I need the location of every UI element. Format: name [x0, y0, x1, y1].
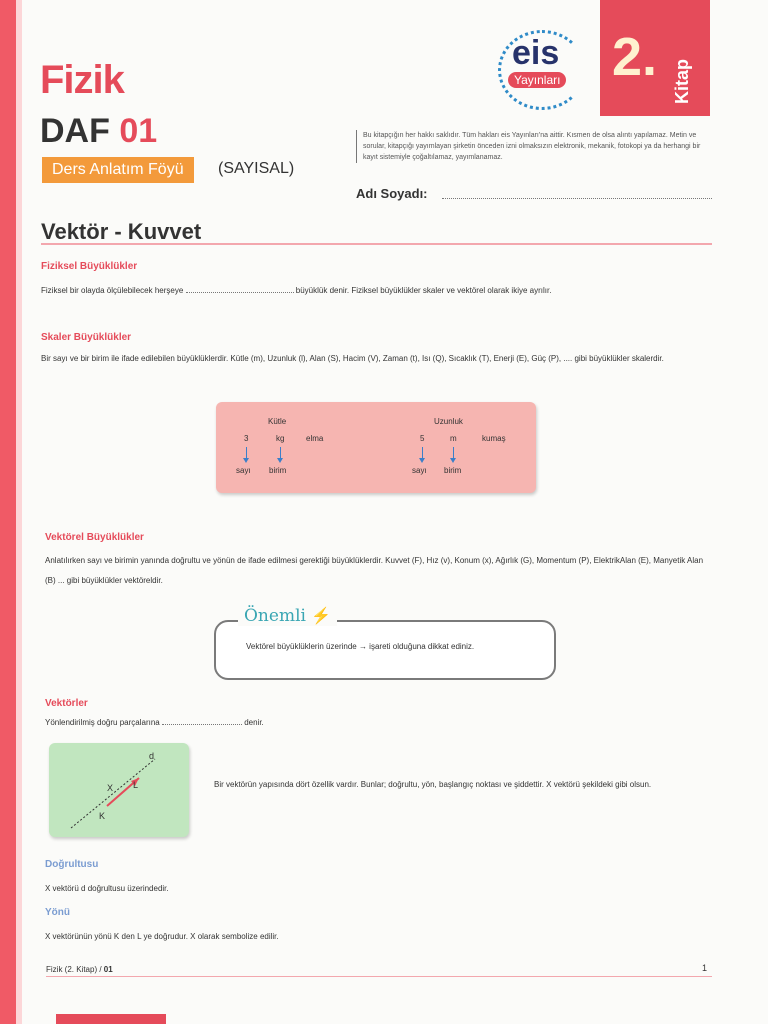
vector-diagram-box: [49, 743, 189, 837]
name-label: Adı Soyadı:: [356, 186, 428, 201]
section-vektorler-title: Vektörler: [45, 698, 88, 709]
daf-title: [40, 112, 157, 151]
track-label: (SAYISAL): [218, 160, 295, 177]
fill-blank: [186, 292, 294, 293]
footer-label-b: 01: [103, 965, 113, 974]
bottom-accent-strip: [56, 1014, 166, 1024]
copyright-notice: Bu kitapçığın her hakkı saklıdır. Tüm hakları eis Yayınları'na aittir. Kısmen de olsa alıntı yapılamaz. Metin ve sorular, kitapçığı yayımlayan şirketin önceden izni olmaksızın elektronik, mekanik, fotokopi ya da herhangi bir kayıt sistemiyle çoğaltılamaz, yayımlanamaz.: [356, 130, 717, 163]
fiziksel-text-a: Fiziksel bir olayda ölçülebilecek herşeye: [41, 286, 184, 295]
footer-label: [46, 965, 113, 974]
section-skaler-title: Skaler Büyüklükler: [41, 332, 132, 343]
publisher-logo: eis: [512, 34, 560, 72]
scalar-example-box: [216, 402, 536, 493]
important-text: Vektörel büyüklüklerin üzerinde → işareti olduğuna dikkat ediniz.: [246, 642, 475, 651]
lightning-icon: ⚡: [311, 606, 332, 625]
arrow-down-icon: [453, 447, 454, 461]
section-fiziksel-text: [41, 282, 711, 299]
section-skaler-text: Bir sayı ve bir birim ile ifade edilebilen büyüklüklerdir. Kütle (m), Uzunluk (l), Alan (S), Hacim (V), Zaman (t), Isı (Q), Sıcaklık (T), Enerji (E), Güç (P), .... gibi büyüklükler skalerdir.: [41, 354, 664, 363]
uzunluk-label: Uzunluk: [434, 417, 463, 426]
uzunluk-unit: m: [450, 434, 457, 443]
diagram-text: Bir vektörün yapısında dört özellik vardır. Bunlar; doğrultu, yön, başlangıç noktası ve şiddettir. X vektörü şekildeki gibi olsun.: [214, 780, 652, 789]
sayi-label: sayı: [412, 466, 427, 475]
sayi-label: sayı: [236, 466, 251, 475]
section-vektorel-title: Vektörel Büyüklükler: [45, 532, 144, 543]
fiziksel-text-b: büyüklük denir. Fiziksel büyüklükler skaler ve vektörel olarak ikiye ayrılır.: [295, 286, 552, 295]
kutle-label: Kütle: [268, 417, 287, 426]
kutle-object: elma: [306, 434, 324, 443]
section-fiziksel-title: Fiziksel Büyüklükler: [41, 261, 138, 272]
arrow-down-icon: [422, 447, 423, 461]
vektorler-text-a: Yönlendirilmiş doğru parçalarına: [45, 718, 160, 727]
section-vektorler-text: [45, 714, 645, 731]
kutle-unit: kg: [276, 434, 285, 443]
label-k: K: [99, 811, 106, 821]
daf-prefix: DAF: [40, 112, 110, 150]
book-word: Kitap: [672, 59, 692, 104]
uzunluk-object: kumaş: [482, 434, 506, 443]
birim-label: birim: [269, 466, 287, 475]
yon-text: X vektörünün yönü K den L ye doğrudur. X olarak sembolize edilir.: [45, 932, 279, 941]
name-line: [442, 198, 712, 199]
direction-line-d: [71, 759, 155, 828]
section-dogrultu-title: Doğrultusu: [45, 859, 99, 870]
label-x: X: [107, 783, 114, 793]
important-title: [238, 606, 337, 626]
footer-label-a: Fizik (2. Kitap) /: [46, 965, 104, 974]
left-accent-bar: [0, 0, 16, 1024]
vector-diagram: [49, 743, 189, 837]
page-number: 1: [702, 963, 708, 973]
doc-type-label: Ders Anlatım Föyü: [42, 157, 194, 183]
section-yon-title: Yönü: [45, 907, 70, 918]
birim-label: birim: [444, 466, 462, 475]
vektorler-text-b: denir.: [244, 718, 264, 727]
daf-number: 01: [119, 112, 158, 150]
dogrultu-text: X vektörü d doğrultusu üzerindedir.: [45, 884, 169, 893]
arrow-down-icon: [280, 447, 281, 461]
subject-title: Fizik: [40, 58, 124, 102]
label-l: L: [133, 780, 139, 790]
important-title-text: Önemli: [244, 606, 306, 626]
book-number: 2.: [612, 27, 658, 87]
kutle-value: 3: [244, 434, 249, 443]
page-title: Vektör - Kuvvet: [41, 219, 202, 244]
fill-blank: [162, 724, 242, 725]
left-accent-bar-light: [16, 0, 22, 1024]
title-underline: [41, 243, 712, 245]
footer-line: [46, 976, 712, 977]
publisher-logo-sub: Yayınları: [508, 72, 566, 88]
arrow-down-icon: [246, 447, 247, 461]
section-vektorel-text: Anlatılırken sayı ve birimin yanında doğrultu ve yönün de ifade edilmesi gerektiği büyüklüklerdir. Kuvvet (F), Hız (v), Konum (x), Ağırlık (G), Momentum (P), ElektrikAlan (E), Manyetik Alan (B) ... gibi büyüklükler vektöreldir.: [45, 556, 704, 585]
label-d: d: [149, 751, 155, 761]
uzunluk-value: 5: [420, 434, 425, 443]
